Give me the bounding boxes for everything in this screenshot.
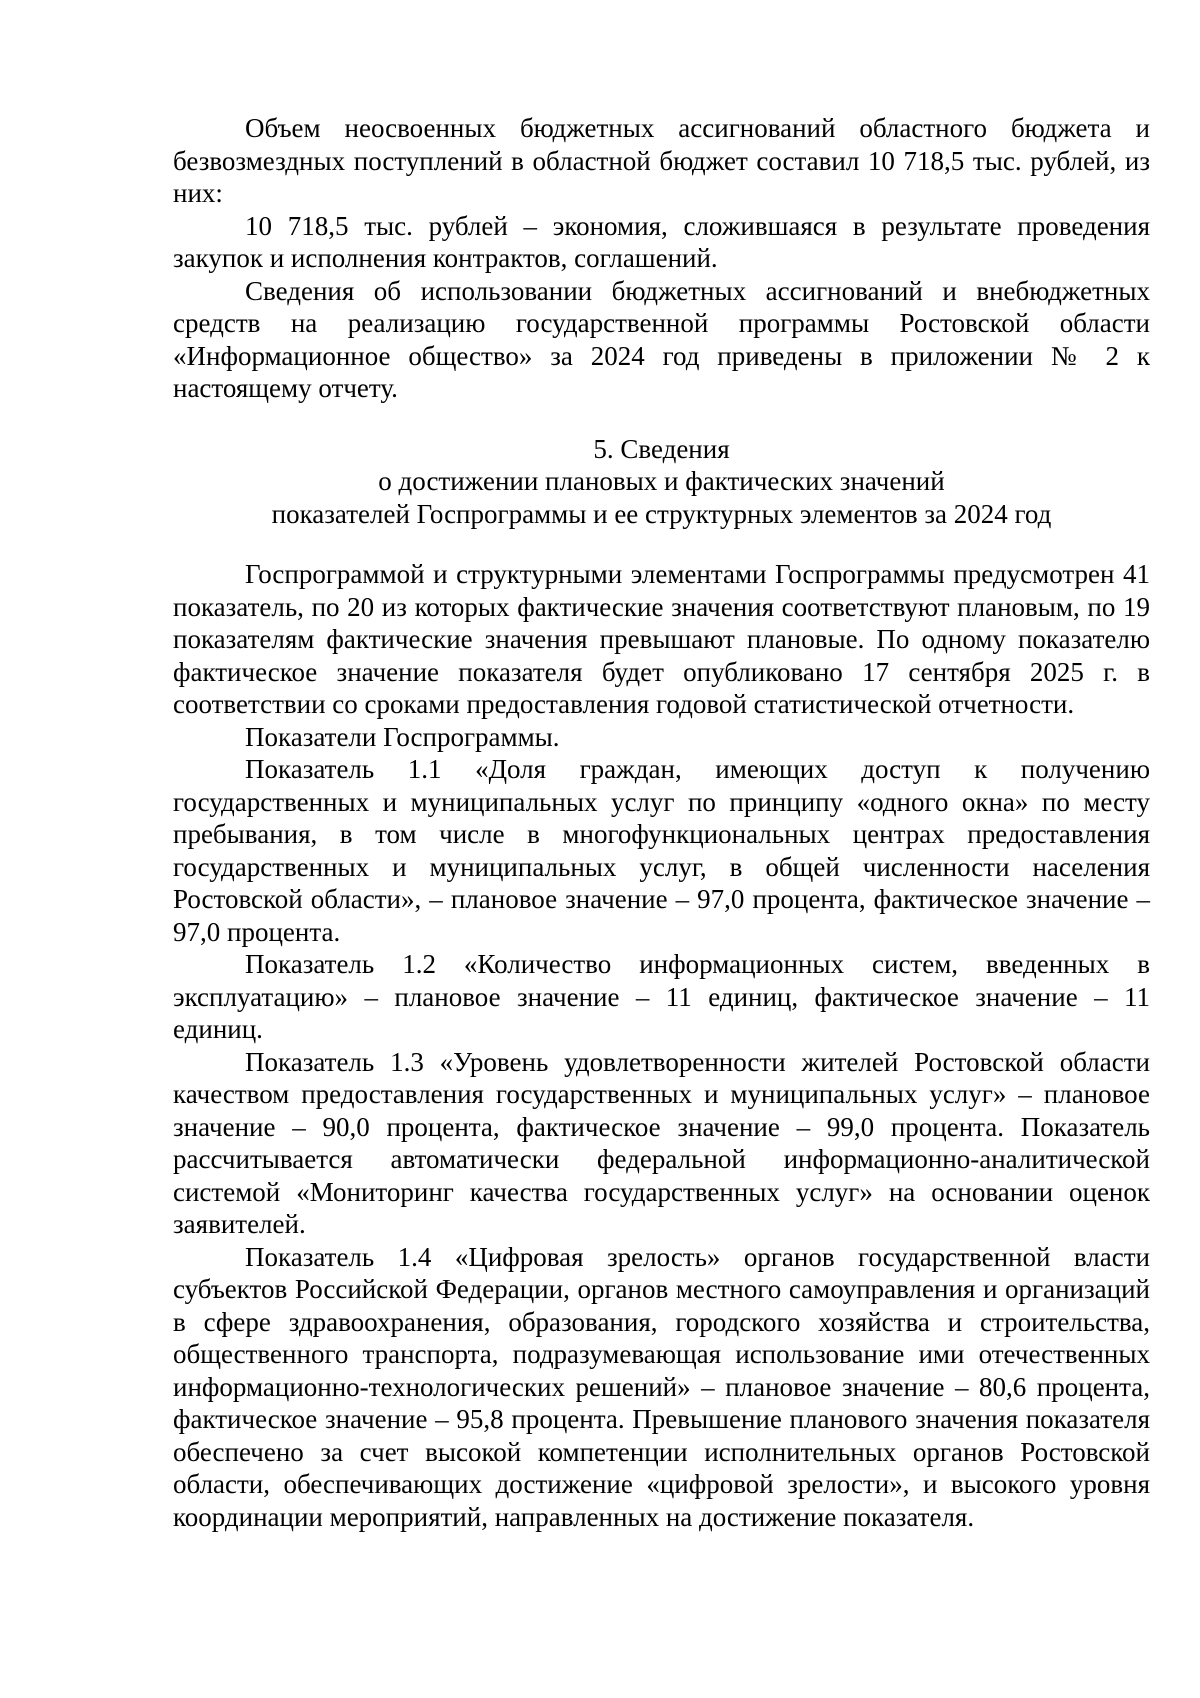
paragraph-indicators-label: Показатели Госпрограммы. bbox=[245, 721, 560, 752]
paragraph-indicator-1-3: Показатель 1.3 «Уровень удовлетворенности жителей Ростовской области качеством предоставления государственных и муниципальных услуг» – плановое значение – 90,0 процента, фактическое значение – 99,0 процента. Показатель рассчитывается автоматически федеральной информационно-аналитической системой «Мониторинг качества государственных услуг» на основании оценок заявителей. bbox=[173, 1046, 1150, 1239]
paragraph-indicator-1-1: Показатель 1.1 «Доля граждан, имеющих доступ к получению государственных и муниципальных услуг по принципу «одного окна» по месту пребывания, в том числе в многофункциональных центрах предоставления государственных и муниципальных услуг, в общей численности населения Ростовской области», – плановое значение – 97,0 процента, фактическое значение – 97,0 процента. bbox=[173, 754, 1150, 947]
paragraph-unspent-budget: Объем неосвоенных бюджетных ассигнований областного бюджета и безвозмездных поступлений в областной бюджет составил 10 718,5 тыс. рублей, из них: bbox=[173, 113, 1150, 208]
paragraph-appendix-reference: Сведения об использовании бюджетных ассигнований и внебюджетных средств на реализацию государственной программы Ростовской области «Информационное общество» за 2024 год приведены в приложении № 2 к настоящему отчету. bbox=[173, 275, 1150, 403]
paragraph-indicators-summary: Госпрограммой и структурными элементами Госпрограммы предусмотрен 41 показатель, по 20 из которых фактические значения соответствуют плановым, по 19 показателям фактические значения превышают плановые. По одному показателю фактическое значение показателя будет опубликовано 17 сентября 2025 г. в соответствии со сроками предоставления годовой статистической отчетности. bbox=[173, 559, 1150, 719]
section-heading bbox=[173, 433, 1150, 531]
spacer bbox=[173, 405, 1150, 433]
section-heading-line-3: показателей Госпрограммы и ее структурных элементов за 2024 год bbox=[271, 498, 1052, 529]
spacer bbox=[173, 530, 1150, 558]
section-heading-line-2: о достижении плановых и фактических значений bbox=[378, 466, 945, 496]
document-page bbox=[173, 112, 1150, 1533]
paragraph-indicator-1-4: Показатель 1.4 «Цифровая зрелость» органов государственной власти субъектов Российской Федерации, органов местного самоуправления и организаций в сфере здравоохранения, образования, городского хозяйства и строительства, общественного транспорта, подразумевающая использование ими отечественных информационно-технологических решений» – плановое значение – 80,6 процента, фактическое значение – 95,8 процента. Превышение планового значения показателя обеспечено за счет высокой компетенции исполнительных органов Ростовской области, обеспечивающих достижение «цифровой зрелости», и высокого уровня координации мероприятий, направленных на достижение показателя. bbox=[173, 1241, 1150, 1532]
section-heading-line-1: 5. Сведения bbox=[593, 433, 730, 464]
paragraph-indicator-1-2: Показатель 1.2 «Количество информационных систем, введенных в эксплуатацию» – плановое значение – 11 единиц, фактическое значение – 11 единиц. bbox=[173, 949, 1150, 1044]
paragraph-savings: 10 718,5 тыс. рублей – экономия, сложившаяся в результате проведения закупок и исполнения контрактов, соглашений. bbox=[173, 210, 1150, 273]
